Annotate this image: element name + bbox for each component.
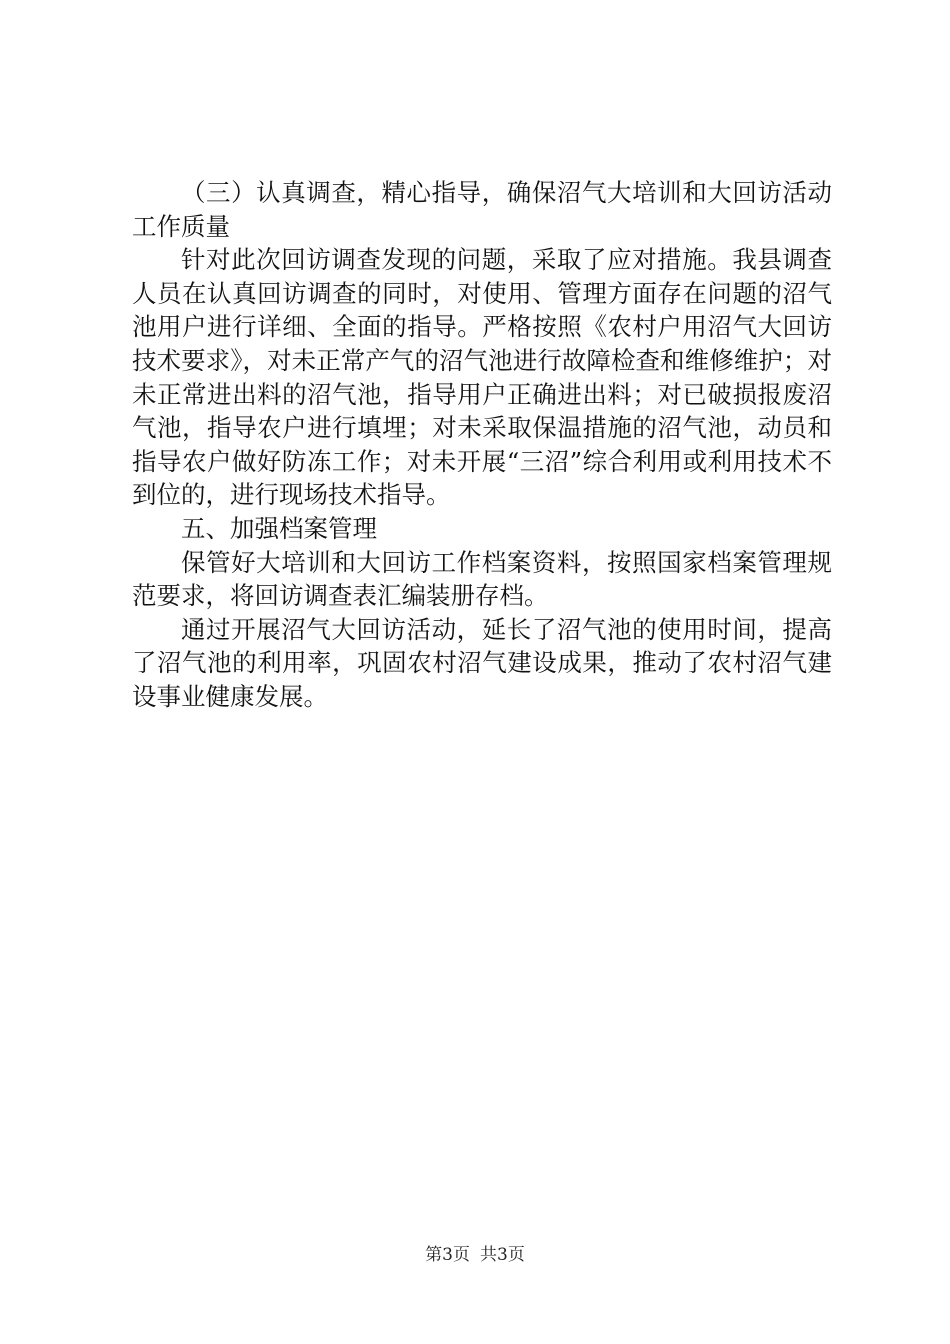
body-paragraph-measures: 针对此次回访调查发现的问题，采取了应对措施。我县调查人员在认真回访调查的同时，对使用、管理方面存在问题的沼气池用户进行详细、全面的指导。严格按照《农村户用沼气大回访技术要求》，对未正常产气的沼气池进行故障检查和维修维护；对未正常进出料的沼气池，指导用户正确进出料；对已破损报废沼气池，指导农户进行填埋；对未采取保温措施的沼气池，动员和指导农户做好防冻工作；对未开展“三沼”综合利用或利用技术不到位的，进行现场技术指导。 — [132, 245, 832, 510]
page-footer — [0, 1244, 950, 1266]
section-heading-archives: 五、加强档案管理 — [181, 513, 377, 543]
body-paragraph-conclusion: 通过开展沼气大回访活动，延长了沼气池的使用时间，提高了沼气池的利用率，巩固农村沼气建设成果，推动了农村沼气建设事业健康发展。 — [132, 614, 832, 711]
body-paragraph-archives: 保管好大培训和大回访工作档案资料，按照国家档案管理规范要求，将回访调查表汇编装册存档。 — [132, 547, 832, 611]
document-body — [132, 176, 832, 714]
section-heading-investigation: （三）认真调查，精心指导，确保沼气大培训和大回访活动工作质量 — [132, 178, 832, 241]
page-total: 共3页 — [480, 1245, 525, 1265]
page-number: 第3页 — [425, 1245, 470, 1265]
